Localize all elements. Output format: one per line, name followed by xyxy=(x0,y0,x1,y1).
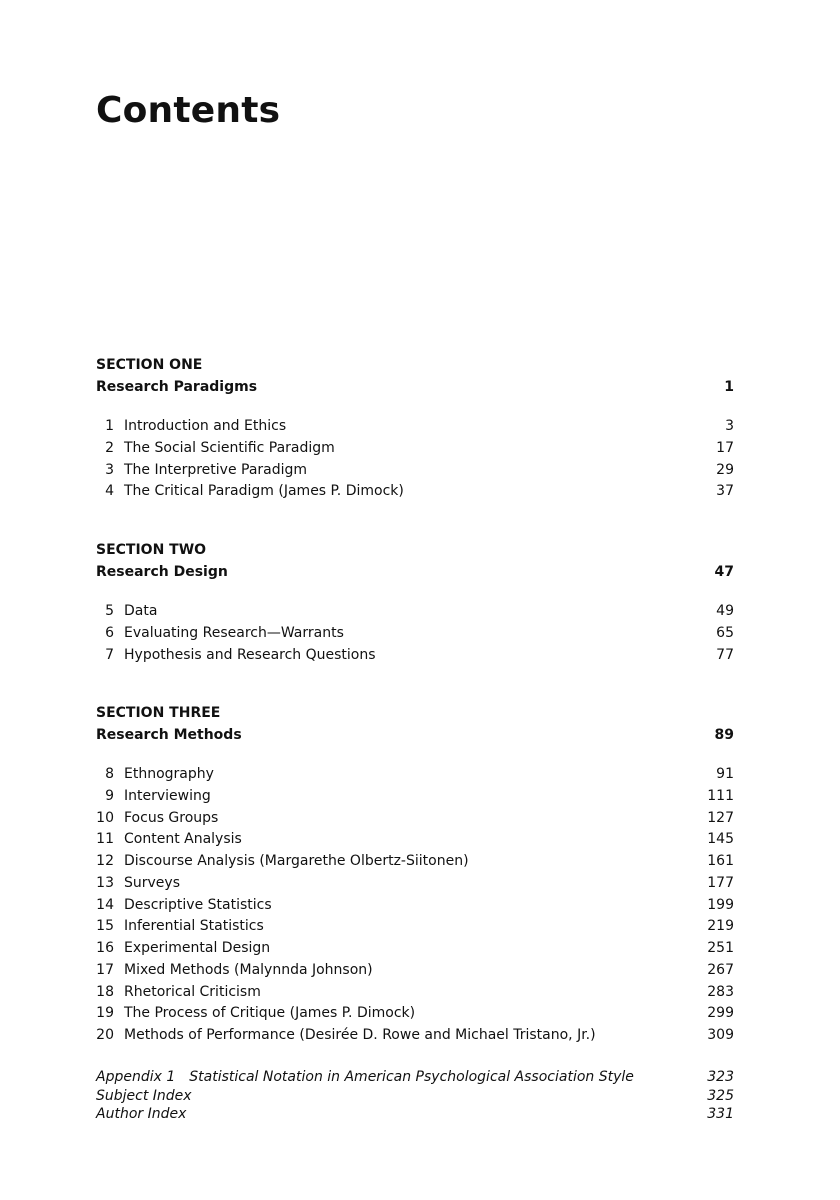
toc-entry[interactable] xyxy=(96,895,734,917)
backmatter-page: 323 xyxy=(707,1069,734,1085)
chapter-page: 91 xyxy=(716,766,734,782)
chapter-title: Focus Groups xyxy=(124,809,219,826)
toc-entry[interactable] xyxy=(96,829,734,851)
toc-entry[interactable] xyxy=(96,416,734,438)
section-page: 1 xyxy=(724,379,734,395)
section-heading[interactable] xyxy=(96,561,734,583)
chapter-page: 219 xyxy=(707,918,734,935)
chapter-page: 145 xyxy=(707,831,734,848)
chapter-number: 2 xyxy=(105,439,114,456)
chapter-list xyxy=(96,416,734,503)
chapter-title: Content Analysis xyxy=(124,831,242,848)
chapter-number: 1 xyxy=(105,418,114,434)
chapter-number: 20 xyxy=(96,1027,114,1043)
chapter-list xyxy=(96,764,734,1047)
chapter-title: Mixed Methods (Malynnda Johnson) xyxy=(124,961,373,978)
chapter-title: The Process of Critique (James P. Dimock) xyxy=(124,1005,416,1022)
toc-entry[interactable] xyxy=(96,808,734,830)
chapter-title: Data xyxy=(124,603,158,619)
backmatter-title: Statistical Notation in American Psychological Association Style xyxy=(189,1069,634,1085)
chapter-number: 11 xyxy=(96,831,114,848)
chapter-title: Discourse Analysis (Margarethe Olbertz-Siitonen) xyxy=(124,853,469,869)
chapter-page: 299 xyxy=(707,1005,734,1022)
backmatter-entry[interactable] xyxy=(96,1068,734,1087)
chapter-title: Methods of Performance (Desirée D. Rowe and Michael Tristano, Jr.) xyxy=(124,1027,596,1043)
chapter-page: 267 xyxy=(707,961,734,978)
toc-entry[interactable] xyxy=(96,764,734,786)
chapter-title: Experimental Design xyxy=(124,940,271,956)
chapter-number: 4 xyxy=(105,483,114,500)
backmatter-page: 331 xyxy=(707,1106,734,1122)
backmatter xyxy=(96,1068,734,1124)
chapter-page: 309 xyxy=(707,1027,734,1043)
chapter-number: 9 xyxy=(105,787,114,804)
chapter-list xyxy=(96,601,734,666)
toc-entry[interactable] xyxy=(96,623,734,645)
chapter-number: 17 xyxy=(96,961,114,978)
chapter-page: 29 xyxy=(716,461,734,478)
toc-entry[interactable] xyxy=(96,601,734,623)
toc-entry[interactable] xyxy=(96,1003,734,1025)
chapter-page: 37 xyxy=(716,483,734,500)
chapter-title: Inferential Statistics xyxy=(124,918,264,935)
chapter-page: 127 xyxy=(707,809,734,826)
section-heading[interactable] xyxy=(96,376,734,398)
chapter-page: 17 xyxy=(716,439,734,456)
section-one xyxy=(96,354,734,503)
chapter-page: 199 xyxy=(707,896,734,913)
chapter-page: 3 xyxy=(725,418,734,434)
chapter-number: 10 xyxy=(96,809,114,826)
chapter-title: The Critical Paradigm (James P. Dimock) xyxy=(124,483,404,500)
chapter-page: 251 xyxy=(707,940,734,956)
chapter-number: 16 xyxy=(96,940,114,956)
toc-entry[interactable] xyxy=(96,460,734,482)
toc-entry[interactable] xyxy=(96,938,734,960)
section-page: 89 xyxy=(714,727,734,743)
toc-entry[interactable] xyxy=(96,873,734,895)
chapter-number: 8 xyxy=(105,766,114,782)
section-page: 47 xyxy=(714,564,734,580)
toc-entry[interactable] xyxy=(96,960,734,982)
toc-entry[interactable] xyxy=(96,645,734,667)
chapter-title: Evaluating Research—Warrants xyxy=(124,624,344,641)
section-two xyxy=(96,539,734,666)
chapter-page: 77 xyxy=(716,646,734,663)
section-heading[interactable] xyxy=(96,724,734,746)
chapter-number: 5 xyxy=(105,603,114,619)
chapter-page: 49 xyxy=(716,603,734,619)
chapter-number: 18 xyxy=(96,983,114,1000)
page-title: Contents xyxy=(96,90,281,131)
backmatter-page: 325 xyxy=(707,1087,734,1104)
toc-entry[interactable] xyxy=(96,786,734,808)
toc-entry[interactable] xyxy=(96,438,734,460)
chapter-number: 7 xyxy=(105,646,114,663)
chapter-number: 14 xyxy=(96,896,114,913)
backmatter-label: Subject Index xyxy=(96,1087,192,1104)
backmatter-label: Author Index xyxy=(96,1106,187,1122)
backmatter-title xyxy=(206,1087,684,1106)
toc-entry[interactable] xyxy=(96,1025,734,1047)
section-title: Research Design xyxy=(96,564,228,580)
chapter-number: 19 xyxy=(96,1005,114,1022)
chapter-title: Hypothesis and Research Questions xyxy=(124,646,376,663)
chapter-number: 3 xyxy=(105,461,114,478)
chapter-page: 283 xyxy=(707,983,734,1000)
section-label: SECTION TWO xyxy=(96,542,207,558)
chapter-number: 6 xyxy=(105,624,114,641)
chapter-title: The Interpretive Paradigm xyxy=(124,461,308,478)
chapter-title: Rhetorical Criticism xyxy=(124,983,261,1000)
toc-entry[interactable] xyxy=(96,481,734,503)
chapter-title: The Social Scientific Paradigm xyxy=(124,439,335,456)
section-label: SECTION THREE xyxy=(96,705,221,721)
backmatter-title xyxy=(200,1105,684,1124)
toc-entry[interactable] xyxy=(96,851,734,873)
chapter-title: Introduction and Ethics xyxy=(124,418,287,434)
chapter-title: Surveys xyxy=(124,874,180,891)
section-label: SECTION ONE xyxy=(96,357,203,373)
chapter-number: 13 xyxy=(96,874,114,891)
section-title: Research Paradigms xyxy=(96,379,258,395)
chapter-number: 12 xyxy=(96,853,114,869)
chapter-number: 15 xyxy=(96,918,114,935)
backmatter-entry[interactable] xyxy=(96,1087,734,1106)
toc-entry[interactable] xyxy=(96,982,734,1004)
chapter-page: 111 xyxy=(707,787,734,804)
section-title: Research Methods xyxy=(96,727,242,743)
backmatter-label: Appendix 1 xyxy=(96,1069,176,1085)
chapter-page: 177 xyxy=(707,874,734,891)
toc-entry[interactable] xyxy=(96,916,734,938)
chapter-page: 65 xyxy=(716,624,734,641)
section-three xyxy=(96,702,734,1047)
chapter-page: 161 xyxy=(707,853,734,869)
chapter-title: Ethnography xyxy=(124,766,214,782)
chapter-title: Descriptive Statistics xyxy=(124,896,272,913)
chapter-title: Interviewing xyxy=(124,787,211,804)
backmatter-entry[interactable] xyxy=(96,1105,734,1124)
